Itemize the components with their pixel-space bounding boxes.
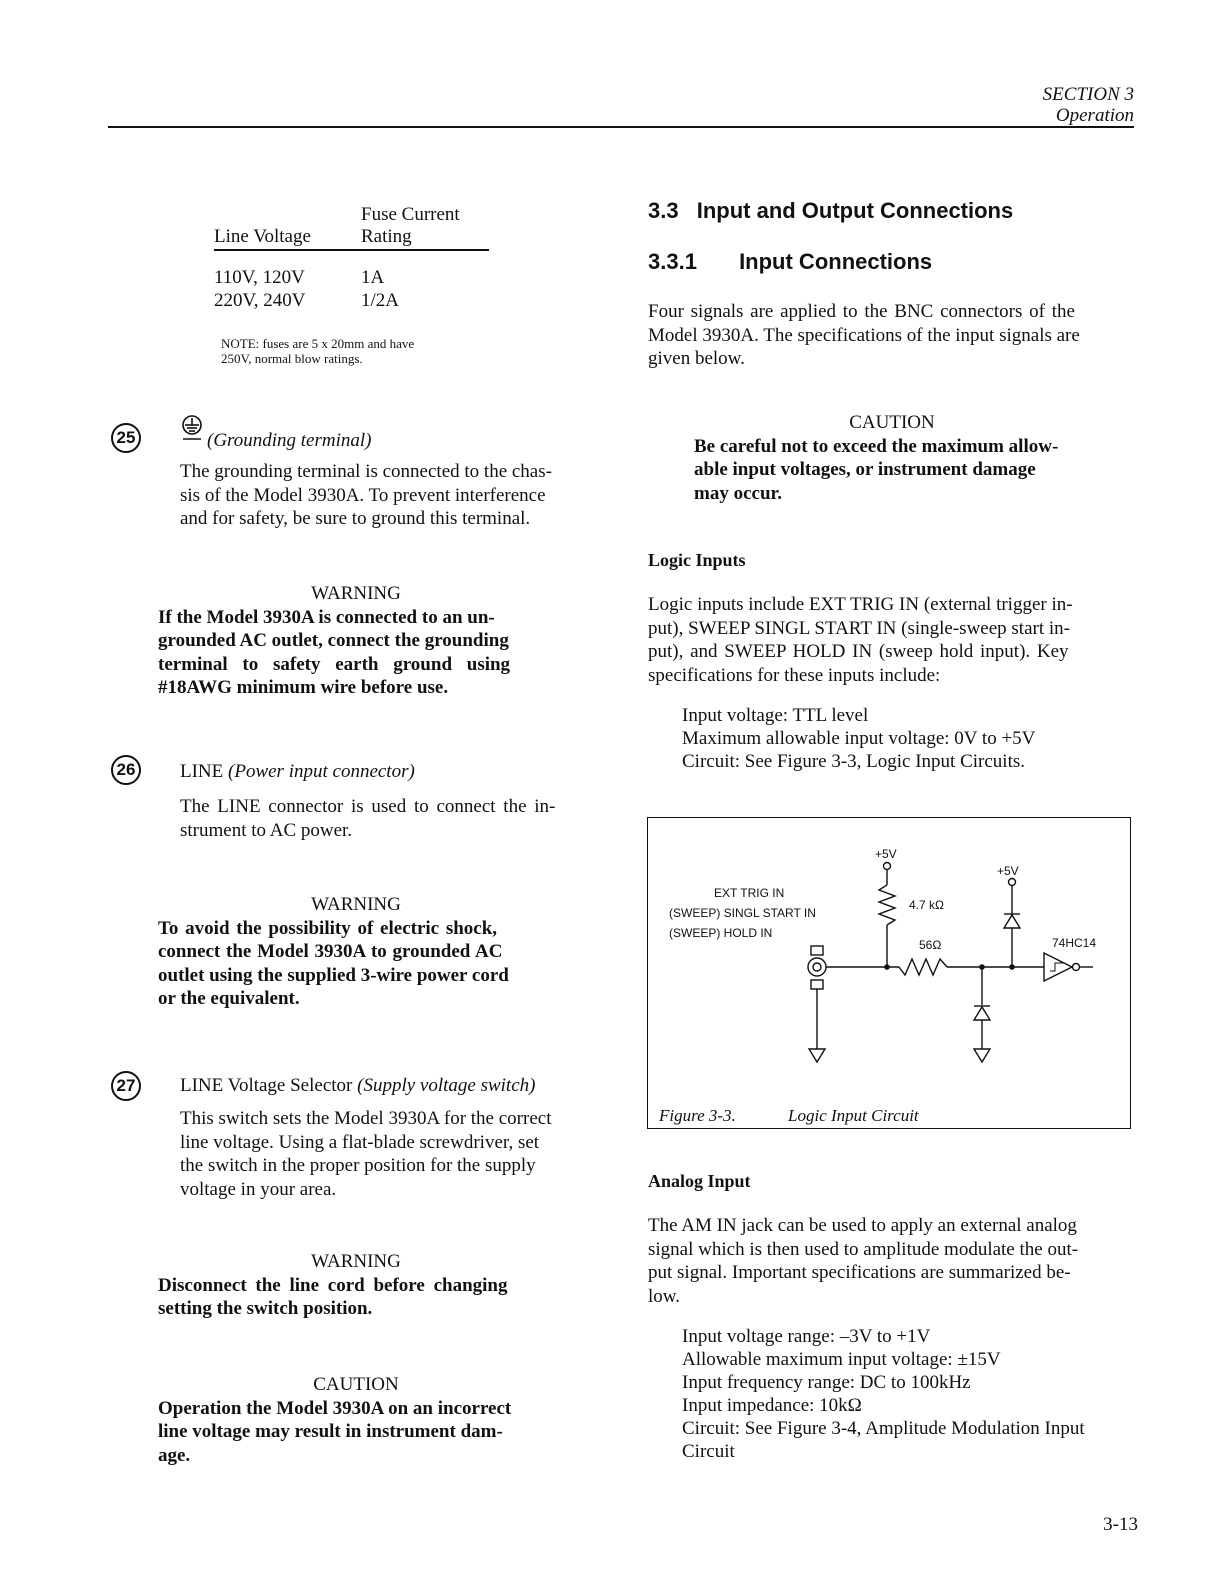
item-25-title: (Grounding terminal) — [207, 430, 372, 451]
fuse-col2-header-line2: Rating — [361, 226, 412, 247]
fuse-table-rule — [214, 249, 489, 251]
caution-line: age. — [158, 1444, 191, 1466]
analog-input-heading: Analog Input — [648, 1171, 751, 1191]
body-line: Logic inputs include EXT TRIG IN (external trigger in- — [648, 594, 1073, 615]
logic-input-circuit-diagram — [647, 817, 1131, 1129]
body-line: the switch in the proper position for the supply — [180, 1155, 536, 1176]
heading-title: Input Connections — [739, 249, 933, 274]
item-27-title-text: LINE Voltage Selector — [180, 1075, 353, 1096]
header-rule — [108, 126, 1134, 128]
item-26-title — [180, 760, 415, 784]
warning-line: terminal to safety earth ground using — [158, 653, 511, 675]
callout-number-26: 26 — [111, 755, 141, 785]
warning-line: connect the Model 3930A to grounded AC — [158, 941, 503, 962]
caution-line: Be careful not to exceed the maximum allow- — [694, 435, 1059, 457]
warning-heading: WARNING — [311, 583, 401, 604]
label-sweep-singl-start-in: (SWEEP) SINGL START IN — [668, 905, 816, 920]
body-line: low. — [648, 1285, 681, 1307]
warning-line: grounded AC outlet, connect the grounding — [158, 630, 509, 651]
heading-number: 3.3 — [648, 198, 679, 223]
logic-inputs-specs — [682, 704, 1132, 773]
body-line: and for safety, be sure to ground this terminal. — [180, 508, 531, 529]
label-5v-right: +5V — [996, 863, 1019, 878]
analog-input-body — [648, 1214, 1134, 1308]
caution-heading: CAUTION — [313, 1374, 399, 1395]
logic-inputs-body — [648, 593, 1134, 687]
label-resistor-56: 56Ω — [918, 937, 941, 952]
body-line: Four signals are applied to the BNC connectors of the — [648, 301, 1075, 322]
spec-line: Circuit — [682, 1441, 735, 1462]
item-27-body — [180, 1107, 600, 1201]
item-25-body — [180, 460, 600, 531]
caution-line: Operation the Model 3930A on an incorrect — [158, 1397, 512, 1419]
label-resistor-4-7k: 4.7 kΩ — [908, 897, 944, 912]
intro-paragraph — [648, 300, 1134, 371]
label-sweep-hold-in: (SWEEP) HOLD IN — [668, 925, 772, 940]
heading-3-3-1 — [648, 249, 932, 275]
body-line: line voltage. Using a flat-blade screwdriver, set — [180, 1131, 540, 1153]
fuse-row-rating: 1/2A — [361, 290, 399, 311]
caution-heading: CAUTION — [849, 412, 935, 433]
body-line: The AM IN jack can be used to apply an external analog — [648, 1215, 1077, 1236]
spec-line: Input impedance: 10kΩ — [682, 1395, 862, 1416]
warning-line: If the Model 3930A is connected to an un- — [158, 606, 495, 628]
spec-line: Input frequency range: DC to 100kHz — [682, 1372, 971, 1393]
page-number: 3-13 — [1103, 1514, 1138, 1535]
spec-line: Input voltage: TTL level — [682, 705, 869, 726]
logic-inputs-heading: Logic Inputs — [648, 550, 746, 570]
body-line: specifications for these inputs include: — [648, 664, 941, 686]
item-26-title-text: LINE — [180, 761, 224, 782]
warning-line: #18AWG minimum wire before use. — [158, 677, 449, 698]
figure-caption-title: Logic Input Circuit — [788, 1106, 919, 1125]
warning-heading: WARNING — [311, 1251, 401, 1272]
body-line: Model 3930A. The specifications of the input signals are — [648, 324, 1080, 346]
page-header — [1043, 84, 1134, 126]
caution-line: line voltage may result in instrument dam- — [158, 1421, 503, 1442]
body-line: put), SWEEP SINGL START IN (single-sweep start in- — [648, 617, 1070, 639]
section-label: SECTION 3 — [1042, 84, 1134, 105]
caution-box-line-voltage — [158, 1373, 554, 1467]
warning-box-grounding — [158, 582, 554, 700]
body-line: voltage in your area. — [180, 1178, 337, 1200]
warning-box-line-cord — [158, 1250, 554, 1321]
caution-box-input-voltage — [694, 411, 1090, 505]
caution-line: may occur. — [694, 482, 782, 504]
body-line: sis of the Model 3930A. To prevent interference — [180, 484, 546, 506]
body-line: The grounding terminal is connected to the chas- — [180, 461, 552, 482]
item-27-title — [180, 1074, 535, 1098]
body-line: put signal. Important specifications are summarized be- — [648, 1262, 1071, 1283]
warning-line: or the equivalent. — [158, 988, 300, 1009]
fuse-note-line: NOTE: fuses are 5 x 20mm and have — [221, 336, 415, 351]
figure-3-3-box — [647, 817, 1131, 1129]
body-line: This switch sets the Model 3930A for the correct — [180, 1108, 552, 1129]
spec-line: Circuit: See Figure 3-4, Amplitude Modulation Input — [682, 1418, 1085, 1439]
fuse-row-voltage: 110V, 120V — [214, 267, 305, 288]
item-26-body — [180, 795, 600, 842]
body-line: strument to AC power. — [180, 819, 353, 841]
fuse-row-rating: 1A — [361, 267, 385, 288]
heading-number: 3.3.1 — [648, 249, 697, 274]
body-line: signal which is then used to amplitude modulate the out- — [648, 1238, 1079, 1260]
body-line: put), and SWEEP HOLD IN (sweep hold input). Key — [648, 641, 1069, 662]
ground-icon — [180, 415, 204, 448]
spec-line: Allowable maximum input voltage: ±15V — [682, 1349, 1001, 1370]
warning-heading: WARNING — [311, 894, 401, 915]
caution-line: able input voltages, or instrument damage — [694, 459, 1036, 480]
body-line: The LINE connector is used to connect the in- — [180, 796, 556, 817]
label-74hc14: 74HC14 — [1051, 935, 1096, 950]
warning-line: outlet using the supplied 3-wire power cord — [158, 964, 509, 986]
body-line: given below. — [648, 348, 745, 369]
warning-line: setting the switch position. — [158, 1298, 373, 1319]
fuse-col1-header: Line Voltage — [214, 226, 311, 247]
fuse-col2-header-line1: Fuse Current — [361, 204, 460, 225]
callout-number-25: 25 — [111, 423, 141, 453]
subsection-label: Operation — [1055, 105, 1134, 126]
fuse-row-voltage: 220V, 240V — [214, 290, 306, 311]
spec-line: Circuit: See Figure 3-3, Logic Input Circuits. — [682, 751, 1026, 772]
fuse-note — [221, 336, 414, 366]
spec-line: Input voltage range: –3V to +1V — [682, 1326, 931, 1347]
label-ext-trig-in: EXT TRIG IN — [713, 885, 784, 900]
warning-line: To avoid the possibility of electric shock, — [158, 917, 498, 939]
fuse-note-line: 250V, normal blow ratings. — [221, 351, 363, 366]
heading-3-3 — [648, 198, 1013, 224]
callout-number-27: 27 — [111, 1071, 141, 1101]
warning-line: Disconnect the line cord before changing — [158, 1274, 508, 1296]
warning-box-electric-shock — [158, 893, 554, 1011]
heading-title: Input and Output Connections — [696, 198, 1014, 223]
analog-input-specs — [682, 1325, 1134, 1463]
figure-caption-number: Figure 3-3. — [659, 1106, 736, 1125]
spec-line: Maximum allowable input voltage: 0V to +5V — [682, 728, 1036, 749]
item-27-title-italic: (Supply voltage switch) — [357, 1075, 536, 1096]
label-5v-left: +5V — [874, 846, 897, 861]
item-26-title-italic: (Power input connector) — [228, 761, 415, 782]
